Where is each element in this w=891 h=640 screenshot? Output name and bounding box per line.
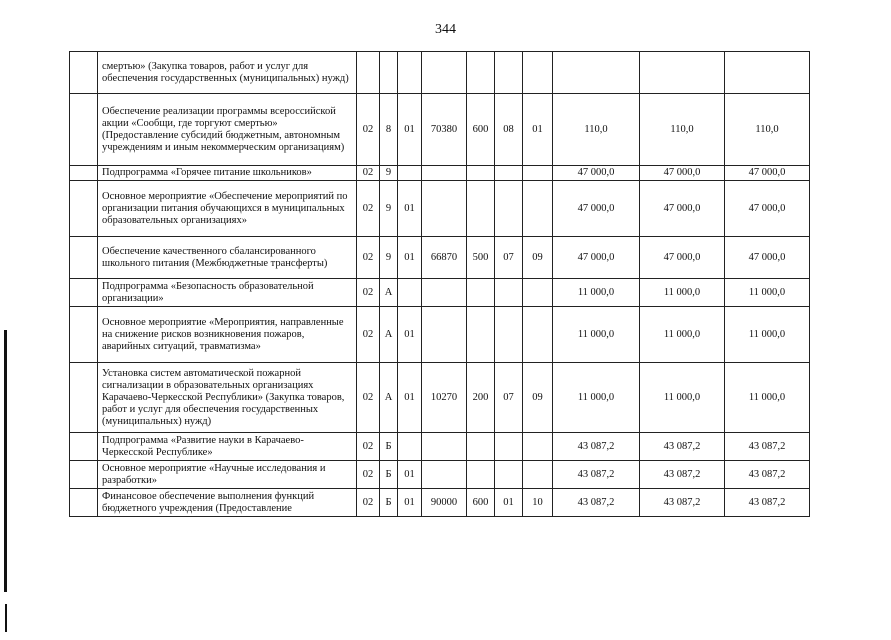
code-cell: 9 [380, 181, 398, 237]
amount-cell: 11 000,0 [640, 307, 725, 363]
amount-cell: 11 000,0 [640, 279, 725, 307]
amount-cell: 110,0 [725, 94, 810, 166]
code-cell [495, 166, 523, 181]
code-cell [422, 166, 467, 181]
code-cell: 02 [357, 166, 380, 181]
code-cell: 02 [357, 461, 380, 489]
scan-artifact-bar [4, 330, 7, 592]
code-cell: 02 [357, 489, 380, 517]
code-cell [467, 181, 495, 237]
code-cell [398, 166, 422, 181]
code-cell [495, 279, 523, 307]
amount-cell: 11 000,0 [725, 307, 810, 363]
table-row [70, 433, 810, 461]
amount-cell: 43 087,2 [640, 433, 725, 461]
code-cell: 01 [523, 94, 553, 166]
row-margin-cell [70, 52, 98, 94]
amount-cell: 47 000,0 [725, 237, 810, 279]
amount-cell: 110,0 [640, 94, 725, 166]
code-cell [523, 181, 553, 237]
code-cell [467, 307, 495, 363]
amount-cell [553, 52, 640, 94]
code-cell: 02 [357, 279, 380, 307]
table-row [70, 52, 810, 94]
code-cell: 02 [357, 363, 380, 433]
amount-cell: 47 000,0 [553, 181, 640, 237]
row-name: Обеспечение качественного сбалансированного школьного питания (Межбюджетные трансферты) [98, 237, 357, 279]
amount-cell: 11 000,0 [640, 363, 725, 433]
row-name: Установка систем автоматической пожарной сигнализации в образовательных организациях Карачаево-Черкесской Республики» (Закупка товаров, работ и услуг для обеспечения государственных (муниципальных) нужд) [98, 363, 357, 433]
code-cell: 01 [398, 237, 422, 279]
row-name: Основное мероприятие «Научные исследования и разработки» [98, 461, 357, 489]
code-cell: 9 [380, 166, 398, 181]
code-cell [523, 307, 553, 363]
code-cell [495, 307, 523, 363]
code-cell: Б [380, 489, 398, 517]
row-name: Основное мероприятие «Мероприятия, направленные на снижение рисков возникновения пожаров, аварийных ситуаций, травматизма» [98, 307, 357, 363]
code-cell [422, 433, 467, 461]
code-cell: 07 [495, 363, 523, 433]
code-cell [422, 181, 467, 237]
code-cell [422, 461, 467, 489]
row-margin-cell [70, 237, 98, 279]
code-cell [357, 52, 380, 94]
code-cell [398, 433, 422, 461]
table-row [70, 489, 810, 517]
table-row [70, 461, 810, 489]
amount-cell: 11 000,0 [553, 279, 640, 307]
code-cell: А [380, 363, 398, 433]
code-cell: 10 [523, 489, 553, 517]
code-cell: 9 [380, 237, 398, 279]
row-name: Основное мероприятие «Обеспечение мероприятий по организации питания обучающихся в муниципальных образовательных организациях» [98, 181, 357, 237]
page-number: 344 [435, 22, 456, 37]
table-row [70, 166, 810, 181]
row-margin-cell [70, 307, 98, 363]
code-cell: 09 [523, 363, 553, 433]
code-cell: 200 [467, 363, 495, 433]
code-cell: 8 [380, 94, 398, 166]
code-cell: 07 [495, 237, 523, 279]
code-cell [495, 181, 523, 237]
row-margin-cell [70, 461, 98, 489]
table-row [70, 307, 810, 363]
code-cell: 500 [467, 237, 495, 279]
table-row [70, 94, 810, 166]
code-cell: 01 [398, 181, 422, 237]
code-cell [380, 52, 398, 94]
code-cell: 600 [467, 489, 495, 517]
amount-cell [725, 52, 810, 94]
code-cell: 02 [357, 237, 380, 279]
amount-cell: 43 087,2 [725, 461, 810, 489]
code-cell [523, 461, 553, 489]
code-cell: Б [380, 433, 398, 461]
budget-table [69, 51, 810, 517]
amount-cell [640, 52, 725, 94]
code-cell [495, 461, 523, 489]
code-cell: 01 [398, 307, 422, 363]
table-row [70, 279, 810, 307]
code-cell [398, 52, 422, 94]
row-margin-cell [70, 489, 98, 517]
amount-cell: 11 000,0 [725, 279, 810, 307]
table-body [70, 52, 810, 517]
amount-cell: 43 087,2 [640, 489, 725, 517]
code-cell: А [380, 279, 398, 307]
code-cell: 08 [495, 94, 523, 166]
code-cell: Б [380, 461, 398, 489]
code-cell: 02 [357, 433, 380, 461]
amount-cell: 47 000,0 [640, 166, 725, 181]
row-margin-cell [70, 279, 98, 307]
row-name: смертью» (Закупка товаров, работ и услуг для обеспечения государственных (муниципальных) нужд) [98, 52, 357, 94]
code-cell [523, 433, 553, 461]
code-cell [467, 52, 495, 94]
amount-cell: 43 087,2 [553, 461, 640, 489]
scan-artifact-bar [5, 604, 7, 632]
code-cell: 01 [398, 461, 422, 489]
row-name: Подпрограмма «Горячее питание школьников» [98, 166, 357, 181]
code-cell: 02 [357, 307, 380, 363]
amount-cell: 43 087,2 [725, 489, 810, 517]
code-cell [422, 307, 467, 363]
amount-cell: 43 087,2 [553, 433, 640, 461]
row-margin-cell [70, 181, 98, 237]
amount-cell: 43 087,2 [640, 461, 725, 489]
code-cell: А [380, 307, 398, 363]
row-name: Подпрограмма «Развитие науки в Карачаево-Черкесской Республике» [98, 433, 357, 461]
amount-cell: 43 087,2 [725, 433, 810, 461]
row-name: Финансовое обеспечение выполнения функций бюджетного учреждения (Предоставление [98, 489, 357, 517]
amount-cell: 47 000,0 [640, 237, 725, 279]
amount-cell: 47 000,0 [725, 166, 810, 181]
code-cell: 01 [398, 363, 422, 433]
amount-cell: 11 000,0 [553, 307, 640, 363]
row-margin-cell [70, 166, 98, 181]
amount-cell: 110,0 [553, 94, 640, 166]
code-cell: 02 [357, 181, 380, 237]
code-cell [467, 461, 495, 489]
row-name: Подпрограмма «Безопасность образовательной организации» [98, 279, 357, 307]
table-row [70, 237, 810, 279]
code-cell: 10270 [422, 363, 467, 433]
code-cell [467, 166, 495, 181]
code-cell: 09 [523, 237, 553, 279]
amount-cell: 11 000,0 [553, 363, 640, 433]
code-cell [495, 433, 523, 461]
code-cell [495, 52, 523, 94]
code-cell [422, 279, 467, 307]
code-cell: 01 [398, 94, 422, 166]
code-cell [467, 433, 495, 461]
code-cell: 90000 [422, 489, 467, 517]
code-cell [422, 52, 467, 94]
code-cell [523, 279, 553, 307]
table-row [70, 181, 810, 237]
amount-cell: 47 000,0 [725, 181, 810, 237]
code-cell: 01 [495, 489, 523, 517]
amount-cell: 47 000,0 [553, 166, 640, 181]
amount-cell: 47 000,0 [640, 181, 725, 237]
row-margin-cell [70, 363, 98, 433]
code-cell [523, 166, 553, 181]
amount-cell: 43 087,2 [553, 489, 640, 517]
code-cell: 01 [398, 489, 422, 517]
code-cell [398, 279, 422, 307]
code-cell [467, 279, 495, 307]
code-cell [523, 52, 553, 94]
code-cell: 600 [467, 94, 495, 166]
table-row [70, 363, 810, 433]
row-margin-cell [70, 433, 98, 461]
amount-cell: 47 000,0 [553, 237, 640, 279]
code-cell: 02 [357, 94, 380, 166]
amount-cell: 11 000,0 [725, 363, 810, 433]
code-cell: 66870 [422, 237, 467, 279]
row-margin-cell [70, 94, 98, 166]
code-cell: 70380 [422, 94, 467, 166]
row-name: Обеспечение реализации программы всероссийской акции «Сообщи, где торгуют смертью» (Предоставление субсидий бюджетным, автономным учреждениям и иным некоммерческим организациям) [98, 94, 357, 166]
